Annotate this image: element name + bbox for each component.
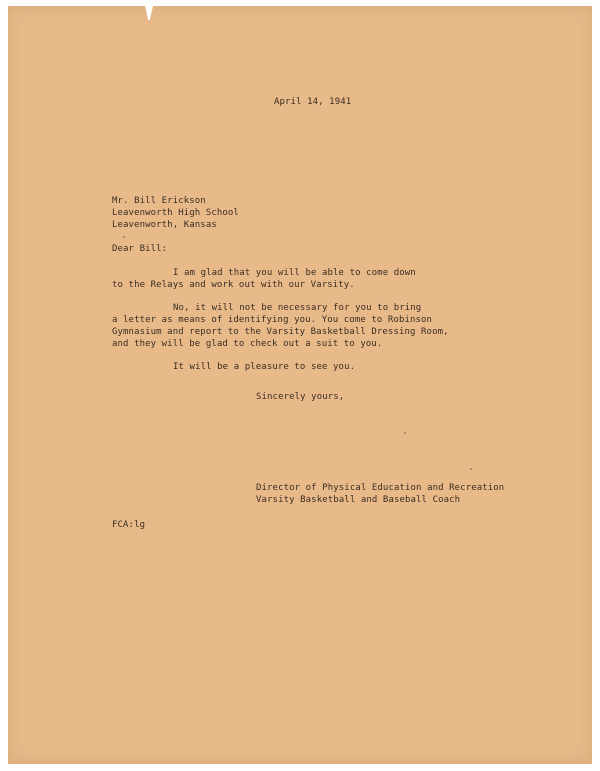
letter-date: April 14, 1941: [274, 97, 352, 107]
ink-speck: [123, 236, 125, 238]
ink-speck: [404, 432, 406, 434]
letter-page: [8, 6, 592, 764]
paragraph-2-line: Gymnasium and report to the Varsity Basketball Dressing Room,: [112, 327, 449, 337]
closing: Sincerely yours,: [256, 392, 345, 402]
recipient-name: Mr. Bill Erickson: [112, 196, 206, 206]
paragraph-2-line: No, it will not be necessary for you to bring: [173, 303, 422, 313]
recipient-city: Leavenworth, Kansas: [112, 220, 217, 230]
paragraph-3: It will be a pleasure to see you.: [173, 362, 356, 372]
paragraph-1-line: to the Relays and work out with our Varsity.: [112, 280, 355, 290]
signature-title-line: Director of Physical Education and Recreation: [256, 483, 505, 493]
typist-initials: FCA:lg: [112, 520, 146, 530]
paragraph-1-line: I am glad that you will be able to come down: [173, 268, 416, 278]
signature-title-line: Varsity Basketball and Baseball Coach: [256, 495, 461, 505]
paragraph-2-line: a letter as means of identifying you. You come to Robinson: [112, 315, 433, 325]
paragraph-2-line: and they will be glad to check out a suit to you.: [112, 339, 383, 349]
recipient-school: Leavenworth High School: [112, 208, 239, 218]
salutation: Dear Bill:: [112, 244, 168, 254]
ink-speck: [470, 468, 472, 470]
